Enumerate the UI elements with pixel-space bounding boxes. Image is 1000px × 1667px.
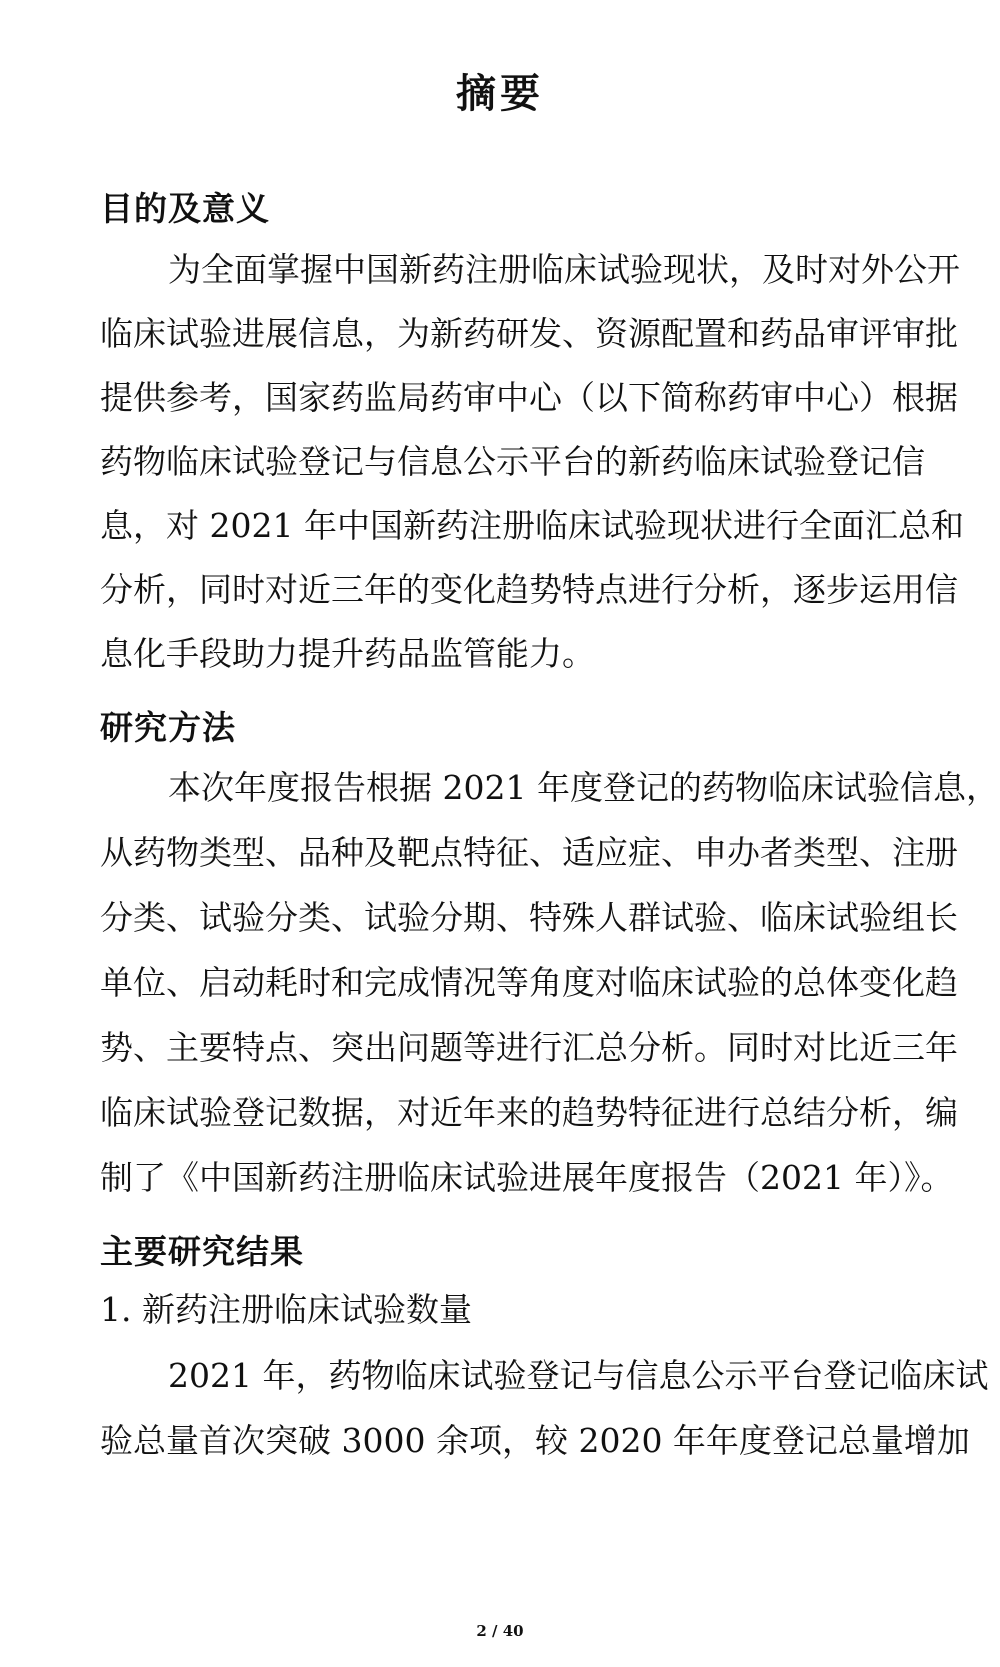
section-heading-results: 主要研究结果: [100, 1232, 304, 1271]
paragraph-line: 2021 年，药物临床试验登记与信息公示平台登记临床试: [168, 1356, 989, 1395]
paragraph-line: 本次年度报告根据 2021 年度登记的药物临床试验信息，: [168, 768, 999, 807]
paragraph-line: 息化手段助力提升药品监管能力。: [100, 634, 595, 673]
paragraph-line: 临床试验进展信息，为新药研发、资源配置和药品审评审批: [100, 314, 958, 353]
paragraph-line: 息，对 2021 年中国新药注册临床试验现状进行全面汇总和: [100, 506, 964, 545]
paragraph-line: 从药物类型、品种及靶点特征、适应症、申办者类型、注册: [100, 833, 958, 872]
paragraph-line: 验总量首次突破 3000 余项，较 2020 年年度登记总量增加: [100, 1421, 970, 1460]
subsection-heading: 1. 新药注册临床试验数量: [100, 1290, 472, 1329]
section-heading-method: 研究方法: [100, 708, 236, 747]
paragraph-line: 分类、试验分类、试验分期、特殊人群试验、临床试验组长: [100, 898, 958, 937]
page-number: 2 / 40: [476, 1622, 524, 1640]
section-heading-purpose: 目的及意义: [100, 189, 270, 228]
paragraph-line: 势、主要特点、突出问题等进行汇总分析。同时对比近三年: [100, 1028, 958, 1067]
paragraph-line: 单位、启动耗时和完成情况等角度对临床试验的总体变化趋: [100, 963, 958, 1002]
paragraph-line: 药物临床试验登记与信息公示平台的新药临床试验登记信: [100, 442, 925, 481]
paragraph-line: 为全面掌握中国新药注册临床试验现状，及时对外公开: [168, 250, 960, 289]
page-title: 摘要: [456, 71, 544, 117]
paragraph-line: 提供参考，国家药监局药审中心（以下简称药审中心）根据: [100, 378, 958, 417]
paragraph-line: 分析，同时对近三年的变化趋势特点进行分析，逐步运用信: [100, 570, 958, 609]
paragraph-line: 制了《中国新药注册临床试验进展年度报告（2021 年）》。: [100, 1158, 954, 1197]
paragraph-line: 临床试验登记数据，对近年来的趋势特征进行总结分析，编: [100, 1093, 958, 1132]
